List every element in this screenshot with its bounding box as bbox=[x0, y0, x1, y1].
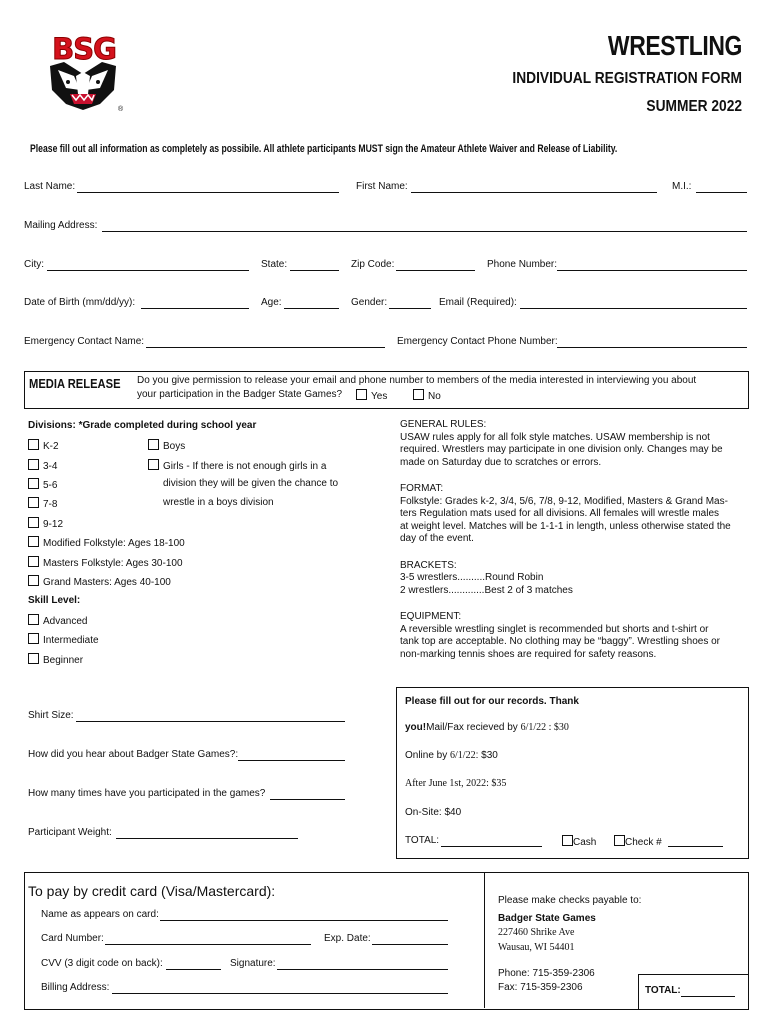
equipment-line: A reversible wrestling singlet is recommended but shorts and t-shirt or bbox=[400, 623, 709, 635]
equipment-line: tank top are acceptable. No clothing may be “baggy”. Wrestling shoes or bbox=[400, 636, 720, 647]
dob-label: Date of Birth (mm/dd/yy): bbox=[24, 297, 136, 308]
check-option[interactable] bbox=[614, 835, 662, 848]
email-label: Email (Required): bbox=[439, 297, 517, 308]
last-name-field[interactable] bbox=[77, 192, 339, 193]
girls-note-line2: division they will be given the chance to bbox=[163, 478, 339, 489]
mailing-address-field[interactable] bbox=[102, 231, 747, 232]
girls-label: Girls - If there is not enough girls in a bbox=[163, 461, 327, 472]
intro-instructions: Please fill out all information as completely as possibile. All athlete participants MUST sign the Amateur Athlete Waiver and Release of Liability. bbox=[30, 143, 618, 155]
fees-onsite-line: On-Site: $40 bbox=[405, 807, 462, 818]
division-option[interactable] bbox=[28, 439, 59, 452]
skill-level-heading: Skill Level: bbox=[28, 595, 81, 606]
age-label: Age: bbox=[261, 297, 282, 308]
checks-org-name: Badger State Games bbox=[498, 913, 596, 924]
checks-payable-label: Please make checks payable to: bbox=[498, 895, 642, 906]
division-option[interactable] bbox=[28, 517, 63, 530]
card-name-field[interactable] bbox=[160, 920, 448, 921]
form-subtitle: INDIVIDUAL REGISTRATION FORM bbox=[512, 70, 742, 87]
age-field[interactable] bbox=[284, 308, 339, 309]
division-option[interactable] bbox=[28, 536, 185, 549]
general-rules-heading: GENERAL RULES: bbox=[400, 419, 487, 430]
division-label: Grand Masters: Ages 40-100 bbox=[43, 577, 171, 588]
fees-online-price: : $30 bbox=[475, 750, 498, 761]
brackets-line: 3-5 wrestlers..........Round Robin bbox=[400, 572, 544, 583]
division-checkbox[interactable] bbox=[28, 478, 39, 489]
mailing-address-label: Mailing Address: bbox=[24, 220, 98, 231]
cvv-label: CVV (3 digit code on back): bbox=[41, 958, 163, 969]
state-label: State: bbox=[261, 259, 288, 270]
boys-label: Boys bbox=[163, 441, 186, 452]
division-option[interactable] bbox=[28, 459, 57, 472]
media-no-option[interactable] bbox=[413, 389, 441, 402]
division-checkbox[interactable] bbox=[28, 536, 39, 547]
media-release-label: MEDIA RELEASE bbox=[29, 376, 121, 391]
checks-street: 227460 Shrike Ave bbox=[498, 927, 575, 938]
checks-phone: Phone: 715-359-2306 bbox=[498, 968, 595, 979]
grand-total-label: TOTAL: bbox=[645, 985, 681, 996]
rules-section bbox=[400, 419, 745, 661]
billing-address-label: Billing Address: bbox=[41, 982, 110, 993]
fees-after-line: After June 1st, 2022: $35 bbox=[405, 778, 507, 789]
division-option[interactable] bbox=[28, 575, 171, 588]
logo-text: BSG bbox=[52, 32, 116, 66]
logo-registered-mark: ® bbox=[118, 106, 124, 113]
division-checkbox[interactable] bbox=[28, 497, 39, 508]
skill-checkbox[interactable] bbox=[28, 614, 39, 625]
division-label: 7-8 bbox=[43, 499, 58, 510]
check-label: Check # bbox=[625, 837, 662, 848]
signature-field[interactable] bbox=[277, 969, 448, 970]
format-line: day of the event. bbox=[400, 533, 474, 544]
fees-total-field[interactable] bbox=[441, 846, 542, 847]
format-line: at weight level. Matches will be 1-1-1 in length, unless otherwise stated the bbox=[400, 520, 731, 532]
division-checkbox[interactable] bbox=[28, 575, 39, 586]
last-name-label: Last Name: bbox=[24, 181, 76, 192]
girls-note-line3: wrestle in a boys division bbox=[163, 497, 274, 508]
card-name-label: Name as appears on card: bbox=[41, 909, 159, 920]
exp-date-field[interactable] bbox=[372, 944, 448, 945]
checks-fax: Fax: 715-359-2306 bbox=[498, 982, 583, 993]
general-rules-line: required. Wrestlers may participate in one division only. Changes may be bbox=[400, 444, 723, 455]
fees-mail-label: Mail/Fax recieved by bbox=[426, 722, 518, 733]
times-participated-label: How many times have you participated in the games? bbox=[28, 788, 266, 799]
bsg-logo bbox=[36, 32, 130, 114]
city-field[interactable] bbox=[47, 270, 249, 271]
division-label: 5-6 bbox=[43, 480, 58, 491]
general-rules-line: made on Saturday due to scratches or errors. bbox=[400, 456, 602, 468]
check-number-field[interactable] bbox=[668, 846, 723, 847]
fees-mail-line bbox=[405, 722, 569, 733]
mi-field[interactable] bbox=[696, 192, 747, 193]
shirt-size-field[interactable] bbox=[76, 721, 345, 722]
fees-online-date: 6/1/22 bbox=[450, 750, 476, 761]
hear-about-label: How did you hear about Badger State Games?: bbox=[28, 749, 239, 760]
participant-weight-label: Participant Weight: bbox=[28, 827, 112, 838]
division-label: 3-4 bbox=[43, 461, 58, 472]
phone-field[interactable] bbox=[557, 270, 747, 271]
zip-label: Zip Code: bbox=[351, 259, 395, 270]
girls-option[interactable] bbox=[148, 459, 326, 472]
cash-label: Cash bbox=[573, 837, 597, 848]
division-label: Masters Folkstyle: Ages 30-100 bbox=[43, 558, 183, 569]
zip-field[interactable] bbox=[396, 270, 475, 271]
division-checkbox[interactable] bbox=[28, 517, 39, 528]
state-field[interactable] bbox=[290, 270, 339, 271]
exp-date-label: Exp. Date: bbox=[324, 933, 371, 944]
card-number-field[interactable] bbox=[105, 944, 311, 945]
media-question-line2: your participation in the Badger State Games? bbox=[137, 389, 343, 400]
skill-label: Advanced bbox=[43, 616, 88, 627]
skill-checkbox[interactable] bbox=[28, 633, 39, 644]
fees-box bbox=[396, 687, 749, 859]
email-field[interactable] bbox=[520, 308, 747, 309]
skill-label: Beginner bbox=[43, 655, 84, 666]
media-yes-label: Yes bbox=[371, 391, 388, 402]
times-participated-field[interactable] bbox=[270, 799, 345, 800]
card-number-label: Card Number: bbox=[41, 933, 104, 944]
credit-check-divider bbox=[484, 872, 485, 1008]
format-heading: FORMAT: bbox=[400, 483, 444, 494]
equipment-line: non-marking tennis shoes are required for safety reasons. bbox=[400, 648, 657, 660]
fees-total-label: TOTAL: bbox=[405, 835, 440, 846]
emergency-name-label: Emergency Contact Name: bbox=[24, 336, 145, 347]
format-line: Folkstyle: Grades k-2, 3/4, 5/6, 7/8, 9-12, Modified, Masters & Grand Mas- bbox=[400, 495, 728, 507]
format-line: ters Regulation mats used for all divisions. All females will wrestle males bbox=[400, 508, 720, 519]
signature-label: Signature: bbox=[230, 958, 276, 969]
brackets-heading: BRACKETS: bbox=[400, 559, 457, 571]
skill-checkbox[interactable] bbox=[28, 653, 39, 664]
boys-option[interactable] bbox=[148, 439, 185, 452]
general-rules-line: USAW rules apply for all folk style matches. USAW membership is not bbox=[400, 431, 710, 443]
media-yes-checkbox[interactable] bbox=[356, 389, 367, 400]
division-checkbox[interactable] bbox=[28, 459, 39, 470]
cash-option[interactable] bbox=[562, 835, 596, 848]
emergency-phone-field[interactable] bbox=[557, 347, 747, 348]
division-option[interactable] bbox=[28, 556, 183, 569]
hear-about-field[interactable] bbox=[238, 760, 345, 761]
check-checkbox[interactable] bbox=[614, 835, 625, 846]
girls-checkbox[interactable] bbox=[148, 459, 159, 470]
phone-label: Phone Number: bbox=[487, 259, 558, 270]
boys-checkbox[interactable] bbox=[148, 439, 159, 450]
division-label: 9-12 bbox=[43, 519, 64, 530]
skill-option[interactable] bbox=[28, 614, 87, 627]
form-season: SUMMER 2022 bbox=[646, 98, 742, 115]
gender-field[interactable] bbox=[389, 308, 431, 309]
brackets-line: 2 wrestlers.............Best 2 of 3 matches bbox=[400, 584, 573, 596]
checks-city: Wausau, WI 54401 bbox=[498, 942, 575, 953]
city-label: City: bbox=[24, 259, 44, 270]
division-option[interactable] bbox=[28, 497, 57, 510]
emergency-name-field[interactable] bbox=[146, 347, 385, 348]
fees-mail-date: 6/1/22 : $30 bbox=[520, 722, 569, 733]
grand-total-field[interactable] bbox=[681, 996, 735, 997]
badger-icon bbox=[36, 32, 130, 114]
fees-online-line bbox=[405, 750, 498, 761]
division-option[interactable] bbox=[28, 478, 57, 491]
skill-option[interactable] bbox=[28, 633, 99, 646]
divisions-heading: Divisions: *Grade completed during school year bbox=[28, 420, 257, 431]
media-no-checkbox[interactable] bbox=[413, 389, 424, 400]
emergency-phone-label: Emergency Contact Phone Number: bbox=[397, 336, 558, 347]
cash-checkbox[interactable] bbox=[562, 835, 573, 846]
division-label: Modified Folkstyle: Ages 18-100 bbox=[43, 538, 185, 549]
dob-field[interactable] bbox=[141, 308, 249, 309]
media-question-line1: Do you give permission to release your email and phone number to members of the media interested in interviewing you about bbox=[137, 375, 697, 386]
equipment-heading: EQUIPMENT: bbox=[400, 611, 462, 622]
fees-thanks: you! bbox=[405, 722, 427, 733]
division-checkbox[interactable] bbox=[28, 556, 39, 567]
credit-card-heading: To pay by credit card (Visa/Mastercard): bbox=[28, 883, 276, 899]
shirt-size-label: Shirt Size: bbox=[28, 710, 74, 721]
cvv-field[interactable] bbox=[166, 969, 221, 970]
skill-label: Intermediate bbox=[43, 635, 99, 646]
participant-weight-field[interactable] bbox=[116, 838, 298, 839]
skill-option[interactable] bbox=[28, 653, 83, 666]
mi-label: M.I.: bbox=[672, 181, 692, 192]
fees-heading: Please fill out for our records. Thank bbox=[405, 696, 579, 707]
division-label: K-2 bbox=[43, 441, 59, 452]
billing-address-field[interactable] bbox=[112, 993, 448, 994]
page-title: WRESTLING bbox=[607, 30, 742, 61]
gender-label: Gender: bbox=[351, 297, 388, 308]
first-name-label: First Name: bbox=[356, 181, 408, 192]
media-yes-option[interactable] bbox=[356, 389, 387, 402]
first-name-field[interactable] bbox=[411, 192, 657, 193]
division-checkbox[interactable] bbox=[28, 439, 39, 450]
media-no-label: No bbox=[428, 391, 441, 402]
fees-online-label: Online by bbox=[405, 750, 448, 761]
